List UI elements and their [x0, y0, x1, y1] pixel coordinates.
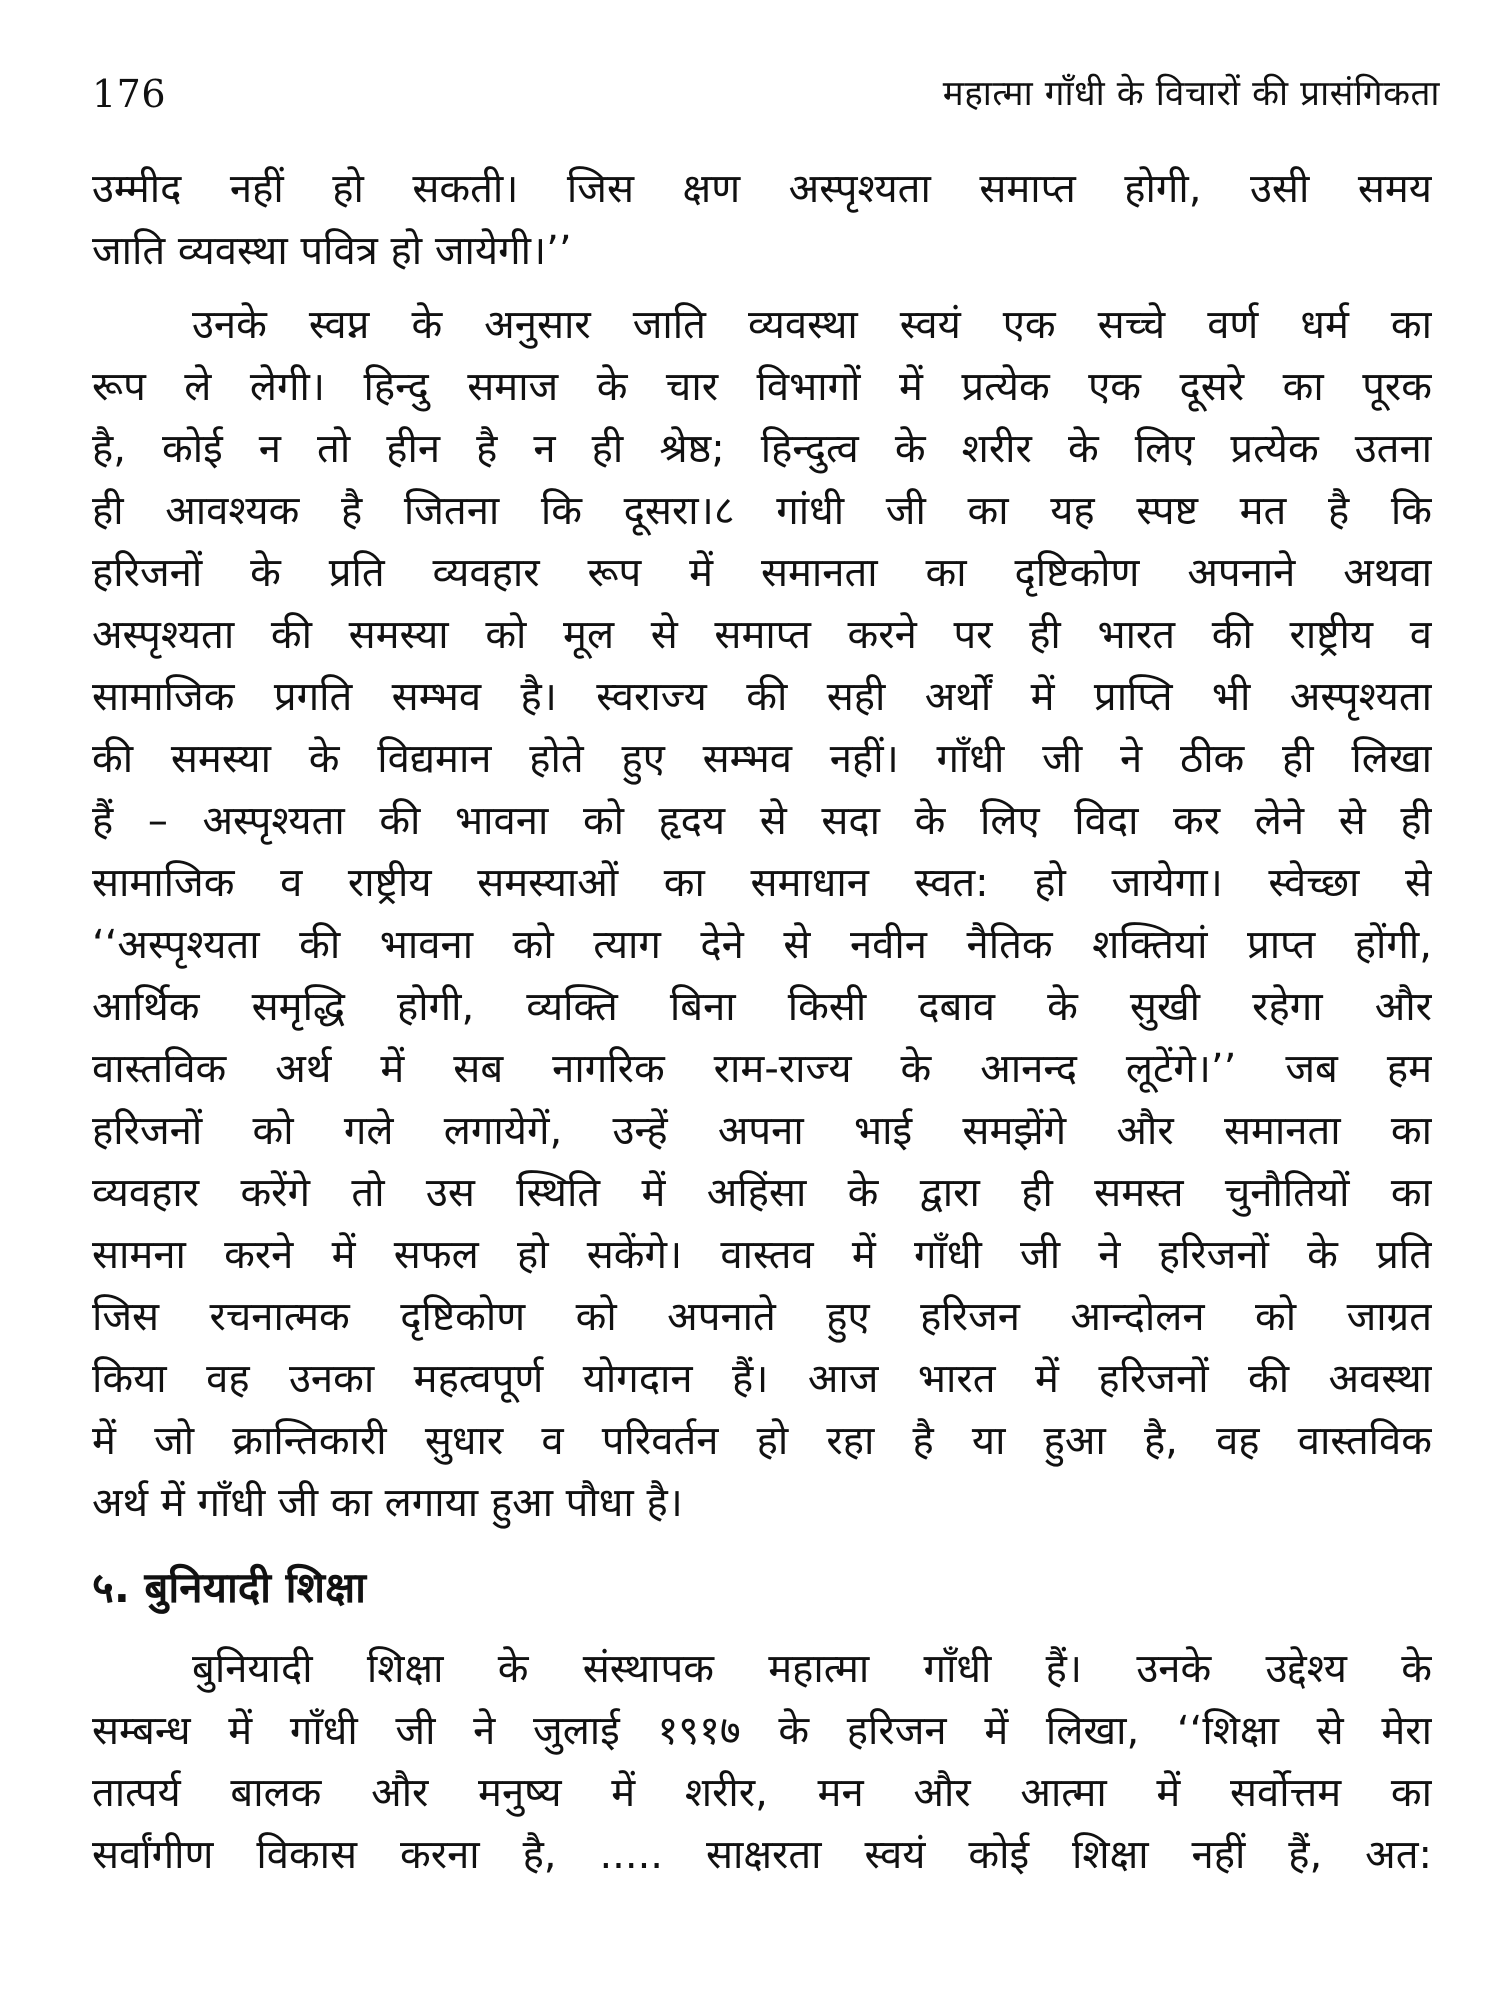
page-number: 176	[92, 72, 167, 116]
text-line: जाति व्यवस्था पवित्र हो जायेगी।’’	[92, 228, 572, 274]
text-line: सामाजिक प्रगति सम्भव है। स्वराज्य की सही अर्थों में प्राप्ति भी अस्पृश्यता	[92, 674, 1432, 720]
paragraph-basic-education	[92, 1638, 1432, 1886]
text-line: की समस्या के विद्यमान होते हुए सम्भव नहीं। गाँधी जी ने ठीक ही लिखा	[92, 736, 1432, 782]
text-line: सम्बन्ध में गाँधी जी ने जुलाई १९१७ के हरिजन में लिखा, ‘‘शिक्षा से मेरा	[92, 1708, 1432, 1754]
running-title: महात्मा गाँधी के विचारों की प्रासंगिकता	[942, 74, 1440, 114]
paragraph-untouchability	[92, 294, 1432, 1534]
text-line: सामाजिक व राष्ट्रीय समस्याओं का समाधान स्वत: हो जायेगा। स्वेच्छा से	[92, 860, 1432, 906]
text-line: बुनियादी शिक्षा के संस्थापक महात्मा गाँधी हैं। उनके उद्देश्य के	[192, 1646, 1432, 1692]
text-line: अस्पृश्यता की समस्या को मूल से समाप्त करने पर ही भारत की राष्ट्रीय व	[92, 612, 1432, 658]
text-line: हैं – अस्पृश्यता की भावना को हृदय से सदा के लिए विदा कर लेने से ही	[92, 798, 1432, 844]
text-line: सामना करने में सफल हो सकेंगे। वास्तव में गाँधी जी ने हरिजनों के प्रति	[92, 1232, 1432, 1278]
text-line: ‘‘अस्पृश्यता की भावना को त्याग देने से नवीन नैतिक शक्तियां प्राप्त होंगी,	[92, 922, 1432, 968]
text-line: ही आवश्यक है जितना कि दूसरा।८ गांधी जी का यह स्पष्ट मत है कि	[92, 488, 1432, 534]
text-line: सर्वांगीण विकास करना है, ..... साक्षरता स्वयं कोई शिक्षा नहीं हैं, अत:	[92, 1832, 1432, 1878]
text-line: में जो क्रान्तिकारी सुधार व परिवर्तन हो रहा है या हुआ है, वह वास्तविक	[92, 1418, 1432, 1464]
text-line: आर्थिक समृद्धि होगी, व्यक्ति बिना किसी दबाव के सुखी रहेगा और	[92, 984, 1432, 1030]
text-line: उनके स्वप्न के अनुसार जाति व्यवस्था स्वयं एक सच्चे वर्ण धर्म का	[192, 302, 1432, 348]
paragraph-continuation	[92, 158, 1432, 282]
text-line: वास्तविक अर्थ में सब नागरिक राम-राज्य के आनन्द लूटेंगे।’’ जब हम	[92, 1046, 1432, 1092]
page-header	[92, 56, 1440, 116]
section-heading: ५. बुनियादी शिक्षा	[92, 1563, 367, 1612]
text-line: अर्थ में गाँधी जी का लगाया हुआ पौधा है।	[92, 1480, 683, 1526]
text-line: हरिजनों को गले लगायेगें, उन्हें अपना भाई समझेंगे और समानता का	[92, 1108, 1432, 1154]
text-line: किया वह उनका महत्वपूर्ण योगदान हैं। आज भारत में हरिजनों की अवस्था	[92, 1356, 1432, 1402]
text-line: रूप ले लेगी। हिन्दु समाज के चार विभागों में प्रत्येक एक दूसरे का पूरक	[92, 364, 1432, 410]
text-line: हरिजनों के प्रति व्यवहार रूप में समानता का दृष्टिकोण अपनाने अथवा	[92, 550, 1432, 596]
page-body	[92, 158, 1432, 1886]
text-line: व्यवहार करेंगे तो उस स्थिति में अहिंसा के द्वारा ही समस्त चुनौतियों का	[92, 1170, 1432, 1216]
text-line: उम्मीद नहीं हो सकती। जिस क्षण अस्पृश्यता समाप्त होगी, उसी समय	[92, 166, 1432, 212]
text-line: जिस रचनात्मक दृष्टिकोण को अपनाते हुए हरिजन आन्दोलन को जाग्रत	[92, 1294, 1432, 1340]
text-line: है, कोई न तो हीन है न ही श्रेष्ठ; हिन्दुत्व के शरीर के लिए प्रत्येक उतना	[92, 426, 1432, 472]
text-line: तात्पर्य बालक और मनुष्य में शरीर, मन और आत्मा में सर्वोत्तम का	[92, 1770, 1432, 1816]
